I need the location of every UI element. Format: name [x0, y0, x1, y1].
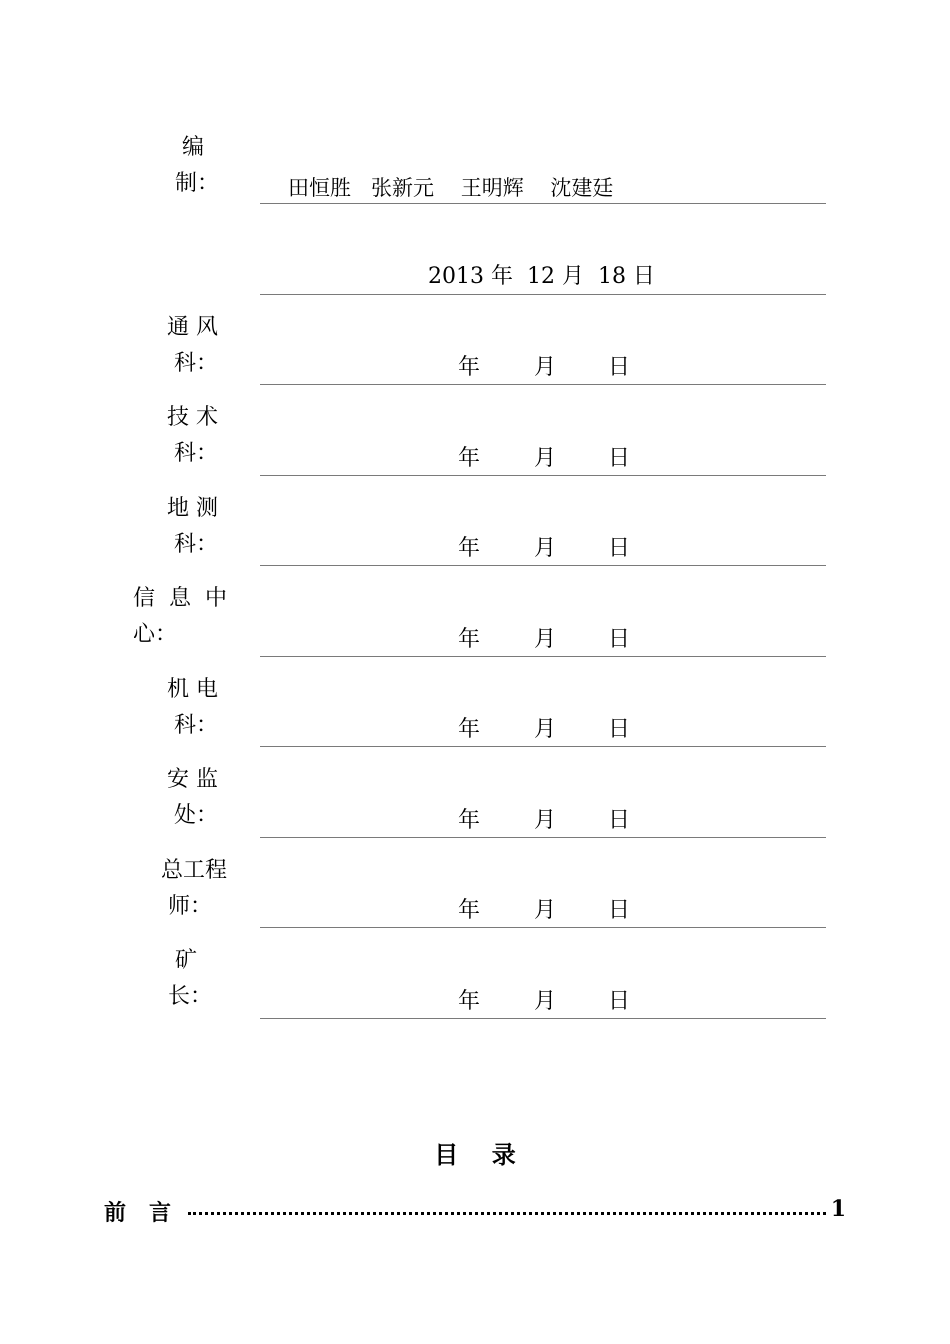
technical-label: [160, 400, 285, 472]
survey-label-line1: 地 测: [160, 496, 218, 521]
day-label: 日: [608, 808, 631, 833]
month-label: 月: [534, 898, 557, 923]
compiled-by-label: [168, 130, 293, 202]
toc-leader-dots: [188, 1212, 826, 1215]
safety-label: [160, 762, 285, 834]
mine-director-label: [154, 943, 279, 1015]
ventilation-label-line1: 通 风: [160, 315, 218, 340]
compiled-by-rule: [260, 203, 826, 204]
ventilation-label-line2: 科：: [160, 351, 218, 376]
mine-director-date: [458, 984, 631, 1109]
month-label: 月: [534, 717, 557, 742]
technical-label-line2: 科：: [160, 441, 218, 466]
compiled-by-label-line1: 编: [168, 135, 204, 160]
electromech-rule: [260, 746, 826, 747]
year-label: 年: [458, 446, 481, 471]
year-label: 年: [458, 989, 481, 1014]
mine-director-label-line1: 矿: [154, 948, 197, 973]
ventilation-label: [160, 310, 285, 382]
day-label: 日: [608, 717, 631, 742]
day-label: 日: [608, 989, 631, 1014]
survey-label-line2: 科：: [160, 532, 218, 557]
electromech-label-line2: 科：: [160, 713, 218, 738]
info-center-rule: [260, 656, 826, 657]
safety-rule: [260, 837, 826, 838]
month-label: 月: [534, 446, 557, 471]
electromech-label: [160, 672, 285, 744]
year-label: 年: [458, 808, 481, 833]
year-label: 年: [458, 627, 481, 652]
toc-entry-label: 前 言: [104, 1200, 171, 1226]
compile-date: 2013 年 12 月 18 日: [428, 264, 655, 289]
mine-director-rule: [260, 1018, 826, 1019]
compiled-by-names: 田恒胜 张新元 王明辉 沈建廷: [288, 176, 614, 200]
day-label: 日: [608, 627, 631, 652]
survey-rule: [260, 565, 826, 566]
toc-title: 目 录: [434, 1140, 516, 1169]
day-label: 日: [608, 446, 631, 471]
year-label: 年: [458, 717, 481, 742]
day-label: 日: [608, 536, 631, 561]
mine-director-label-line2: 长：: [154, 984, 212, 1009]
month-label: 月: [534, 536, 557, 561]
month-label: 月: [534, 627, 557, 652]
safety-label-line2: 处：: [160, 803, 218, 828]
chief-engineer-label-line2: 师：: [154, 894, 212, 919]
compiled-by-label-line2: 制：: [168, 171, 219, 196]
month-label: 月: [534, 808, 557, 833]
year-label: 年: [458, 898, 481, 923]
month-label: 月: [534, 355, 557, 380]
info-center-label-line2: 心：: [133, 622, 178, 647]
day-label: 日: [608, 898, 631, 923]
info-center-label-line1: 信 息 中: [133, 586, 227, 611]
info-center-label: [133, 581, 258, 653]
safety-label-line1: 安 监: [160, 767, 218, 792]
month-label: 月: [534, 989, 557, 1014]
ventilation-rule: [260, 384, 826, 385]
chief-engineer-label: [154, 853, 279, 925]
survey-label: [160, 491, 285, 563]
chief-engineer-label-line1: 总工程: [154, 858, 227, 883]
electromech-label-line1: 机 电: [160, 677, 218, 702]
toc-entry-page: 1: [830, 1196, 846, 1222]
technical-label-line1: 技 术: [160, 405, 218, 430]
chief-engineer-rule: [260, 927, 826, 928]
compile-date-rule: [260, 294, 826, 295]
year-label: 年: [458, 536, 481, 561]
technical-rule: [260, 475, 826, 476]
day-label: 日: [608, 355, 631, 380]
year-label: 年: [458, 355, 481, 380]
